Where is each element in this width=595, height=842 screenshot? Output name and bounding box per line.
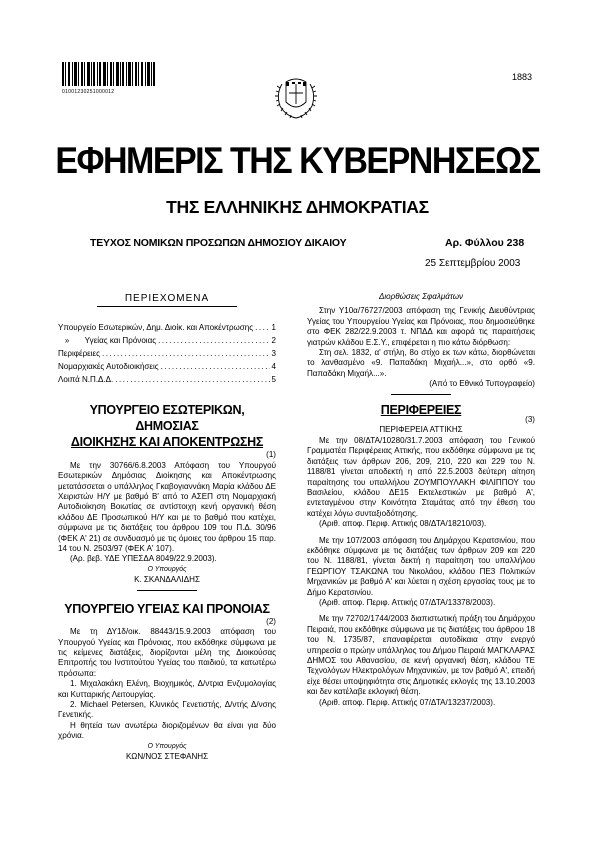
sheet-value: 238 [506,237,525,249]
toc-item[interactable]: Περιφέρειες ..... 3 [58,347,276,360]
minister-label: Ο Υπουργός [147,565,187,573]
region-decision-3-ref: (Αριθ. αποφ. Περιφ. Αττικής 07/ΔΤΑ/13237/2003). [319,697,496,707]
region-decision-1: Με την 08/ΔΤΑ/10280/31.7.2003 απόφαση του Γενικού Γραμματέα Περιφέρειας Αττικής, που εκδόθηκε σύμφωνα με τις διατάξεις των άρθρων 206, 209, 210, 220 και 229 του Ν. 1188/81 γίνεται αποδεκτή η από 22.5.2003 δεύτερη αίτηση παραίτησης του υπαλλήλου ΖΟΥΜΠΟΥΛΑΚΗ ΦΙΛΙΠΠΟΥ του Βασιλείου, κλάδου ΔΕ15 Εκτελεστικών με βαθμό Α', εντεταγμένου στην Κοινότητα Σταμάτας από την έθεση του κατέχει λόγω συνταξιοδότησης. [307,435,535,518]
left-column [58,290,276,762]
divider [137,590,197,591]
minister-name: ΚΩΝ/ΝΟΣ ΣΤΕΦΑΝΗΣ [125,751,209,761]
ministry-health-heading: ΥΠΟΥΡΓΕΙΟ ΥΓΕΙΑΣ ΚΑΙ ΠΡΟΝΟΙΑΣ [64,601,270,616]
sheet-number [445,237,524,249]
barcode-number: 01001230251000012 [62,89,115,95]
region-decision-3: Με την 72702/1744/2003 διαπιστωτική πράξη του Δημάρχου Πειραιά, που εκδόθηκε σύμφωνα με τις διατάξεις του άρθρου 18 του Ν. 1735/87, επαναφέρεται αυτοδίκαια στην ενεργό υπηρεσία ο πρώην υπάλληλος του Δήμου Πειραιά ΜΑΓΚΛΑΡΑΣ ΔΗΜΟΣ του Αθανασίου, σε κενή οργανική θέση, κλάδου ΤΕ Τεχνολόγων Ηλεκτρολόγων Μηχανικών, με τον βαθμό Α', επειδή είχε θέσει υποψηφιότητα στις Δημοτικές εκλογές της 13.10.2003 και δεν κατέλαβε εκλογική θέση. [307,614,535,697]
corrections-source: (Από το Εθνικό Τυπογραφείο) [429,379,535,389]
greek-coat-of-arms-emblem [272,72,320,122]
toc-divider [97,306,237,317]
corrections-heading: Διορθώσεις Σφαλμάτων [378,292,464,301]
issue-series: ΤΕΥΧΟΣ ΝΟΜΙΚΩΝ ΠΡΟΣΩΠΩΝ ΔΗΜΟΣΙΟΥ ΔΙΚΑΙΟΥ [90,237,347,249]
minister-name: Κ. ΣΚΑΝΔΑΛΙΔΗΣ [134,575,200,585]
decision-number-2: (2) [266,616,276,626]
decision-2-item: 2. Μichael Petersen, Κλινικός Γενετιστής, Δ/ντής Δ/νσης Γενετικής. [58,699,276,720]
toc-item[interactable]: Λοιπά Ν.Π.Δ.Δ. ..... 5 [58,373,276,386]
decision-2-closing: Η θητεία των ανωτέρω διοριζομένων θα είναι για δύο χρόνια. [58,720,276,741]
toc-heading: ΠΕΡΙΕΧΟΜΕΝΑ [124,293,210,304]
corrections-fix: Στη σελ. 1832, α' στήλη, 8ο στίχο εκ των κάτω, διορθώνεται το λανθασμένο «9. Παπαδάκη Μιχαήλ...», στο ορθό «9. Παπαδάκη Μιχαήλ...». [307,348,535,378]
sheet-prefix: Αρ. Φύλλου [445,237,507,249]
gazette-subtitle: ΤΗΣ ΕΛΛΗΝΙΚΗΣ ΔΗΜΟΚΡΑΤΙΑΣ [166,197,429,217]
ministry-interior-heading: ΥΠΟΥΡΓΕΙΟ ΕΣΩΤΕΡΙΚΩΝ, ΔΗΜΟΣΙΑΣ ΔΙΟΙΚΗΣΗΣ ΚΑΙ ΑΠΟΚΕΝΤΡΩΣΗΣ [70,403,264,450]
toc-list [58,321,276,386]
barcode [62,62,156,86]
decision-2-text: Με τη ΔΥ1δ/οικ. 88443/15.9.2003 απόφαση του Υπουργού Υγείας και Πρόνοιας, που εκδόθηκε σύμφωνα με τις κείμενες διατάξεις, διορίζονται μέλη της Διοικούσας Επιτροπής του Ινστιτούτου Υγείας του παιδιού, τα κατωτέρω πρόσωπα: [58,627,276,678]
page-number: 1883 [512,72,533,82]
corrections-text: Στην Υ10α/76727/2003 απόφαση της Γενικής Διευθύντριας Υγείας του Υπουργείου Υγείας και Πρόνοιας, που δημοσιεύθηκε στο ΦΕΚ 282/22.9.2003 τ. ΝΠΔΔ και αφορά τις παραιτήσεις γιατρών κλάδου Ε.Σ.Υ., επιφέρεται η πιο κάτω διόρθωση: [307,306,535,347]
issue-date: 25 Σεπτεμβρίου 2003 [425,258,521,269]
minister-label: Ο Υπουργός [147,742,187,750]
region-subheading: ΠΕΡΙΦΕΡΕΙΑ ΑΤΤΙΚΗΣ [379,425,463,435]
decision-1-text: Με την 30766/6.8.2003 Απόφαση του Υπουργού Εσωτερικών Δημόσιας Διοίκησης και Αποκέντρωσης μετατάσσεται ο υπάλληλος Γκαβογιαννάκη Μαρία κλάδου ΔΕ Χειριστών Η/Υ με βαθμό Β' από το ΑΣΕΠ στη Νομαρχιακή Αυτοδιοίκηση Βοιωτίας σε αντίστοιχη κενή οργανική θέση κλάδου ΔΕ Προσωπικού Η/Υ και με το βαθμό που κατέχει, σύμφωνα με τις διατάξεις του άρθρου 109 του Π.Δ. 30/96 (ΦΕΚ Α' 21) σε συνδυασμό με τις όμοιες του άρθρου 15 παρ. 14 του Ν. 2503/97 (ΦΕΚ Α' 107). [58,460,276,554]
toc-item[interactable]: Υπουργείο Εσωτερικών, Δημ. Διοίκ. και Αποκέντρωσης ..... 1 [58,321,276,334]
decision-1-ref: (Αρ. βεβ. ΥΔΕ ΥΠΕΣΔΑ 8049/22.9.2003). [70,554,217,564]
decision-number-1: (1) [266,450,276,460]
gazette-title: ΕΦΗΜΕΡΙΣ ΤΗΣ ΚΥΒΕΡΝΗΣΕΩΣ [55,140,540,182]
divider [391,394,451,395]
region-decision-2: Με την 107/2003 απόφαση του Δημάρχου Κερατσινίου, που εκδόθηκε σύμφωνα με τις διατάξεις των άρθρων 209 και 220 του Ν. 1188/81, γίνεται δεκτή η παραίτηση του υπαλλήλου ΓΕΩΡΓΙΟΥ ΤΣΑΚΩΝΑ του Νικολάου, κλάδου ΠΕ3 Πολιτικών Μηχανικών με βαθμό Α' και λύεται η σχέση εργασίας τους με το Δήμο Κερατσινίου. [307,535,535,597]
region-decision-2-ref: (Αριθ. αποφ. Περιφ. Αττικής 07/ΔΤΑ/13378/2003). [319,597,496,607]
decision-2-item: 1. Μιχαλακάκη Ελένη, Βιοχημικός, Δ/ντρια Ενζυμολογίας και Κυτταρικής Λειτουργίας. [58,679,276,699]
decision-number-3: (3) [525,415,535,425]
toc-item[interactable]: » Υγείας και Πρόνοιας ..... 2 [58,334,276,347]
toc-item[interactable]: Νομαρχιακές Αυτοδιοικήσεις ..... 4 [58,360,276,373]
region-decision-1-ref: (Αριθ. αποφ. Περιφ. Αττικής 08/ΔΤΑ/18210/03). [319,519,487,529]
regions-heading: ΠΕΡΙΦΕΡΕΙΕΣ [380,402,462,417]
right-column [307,292,535,708]
